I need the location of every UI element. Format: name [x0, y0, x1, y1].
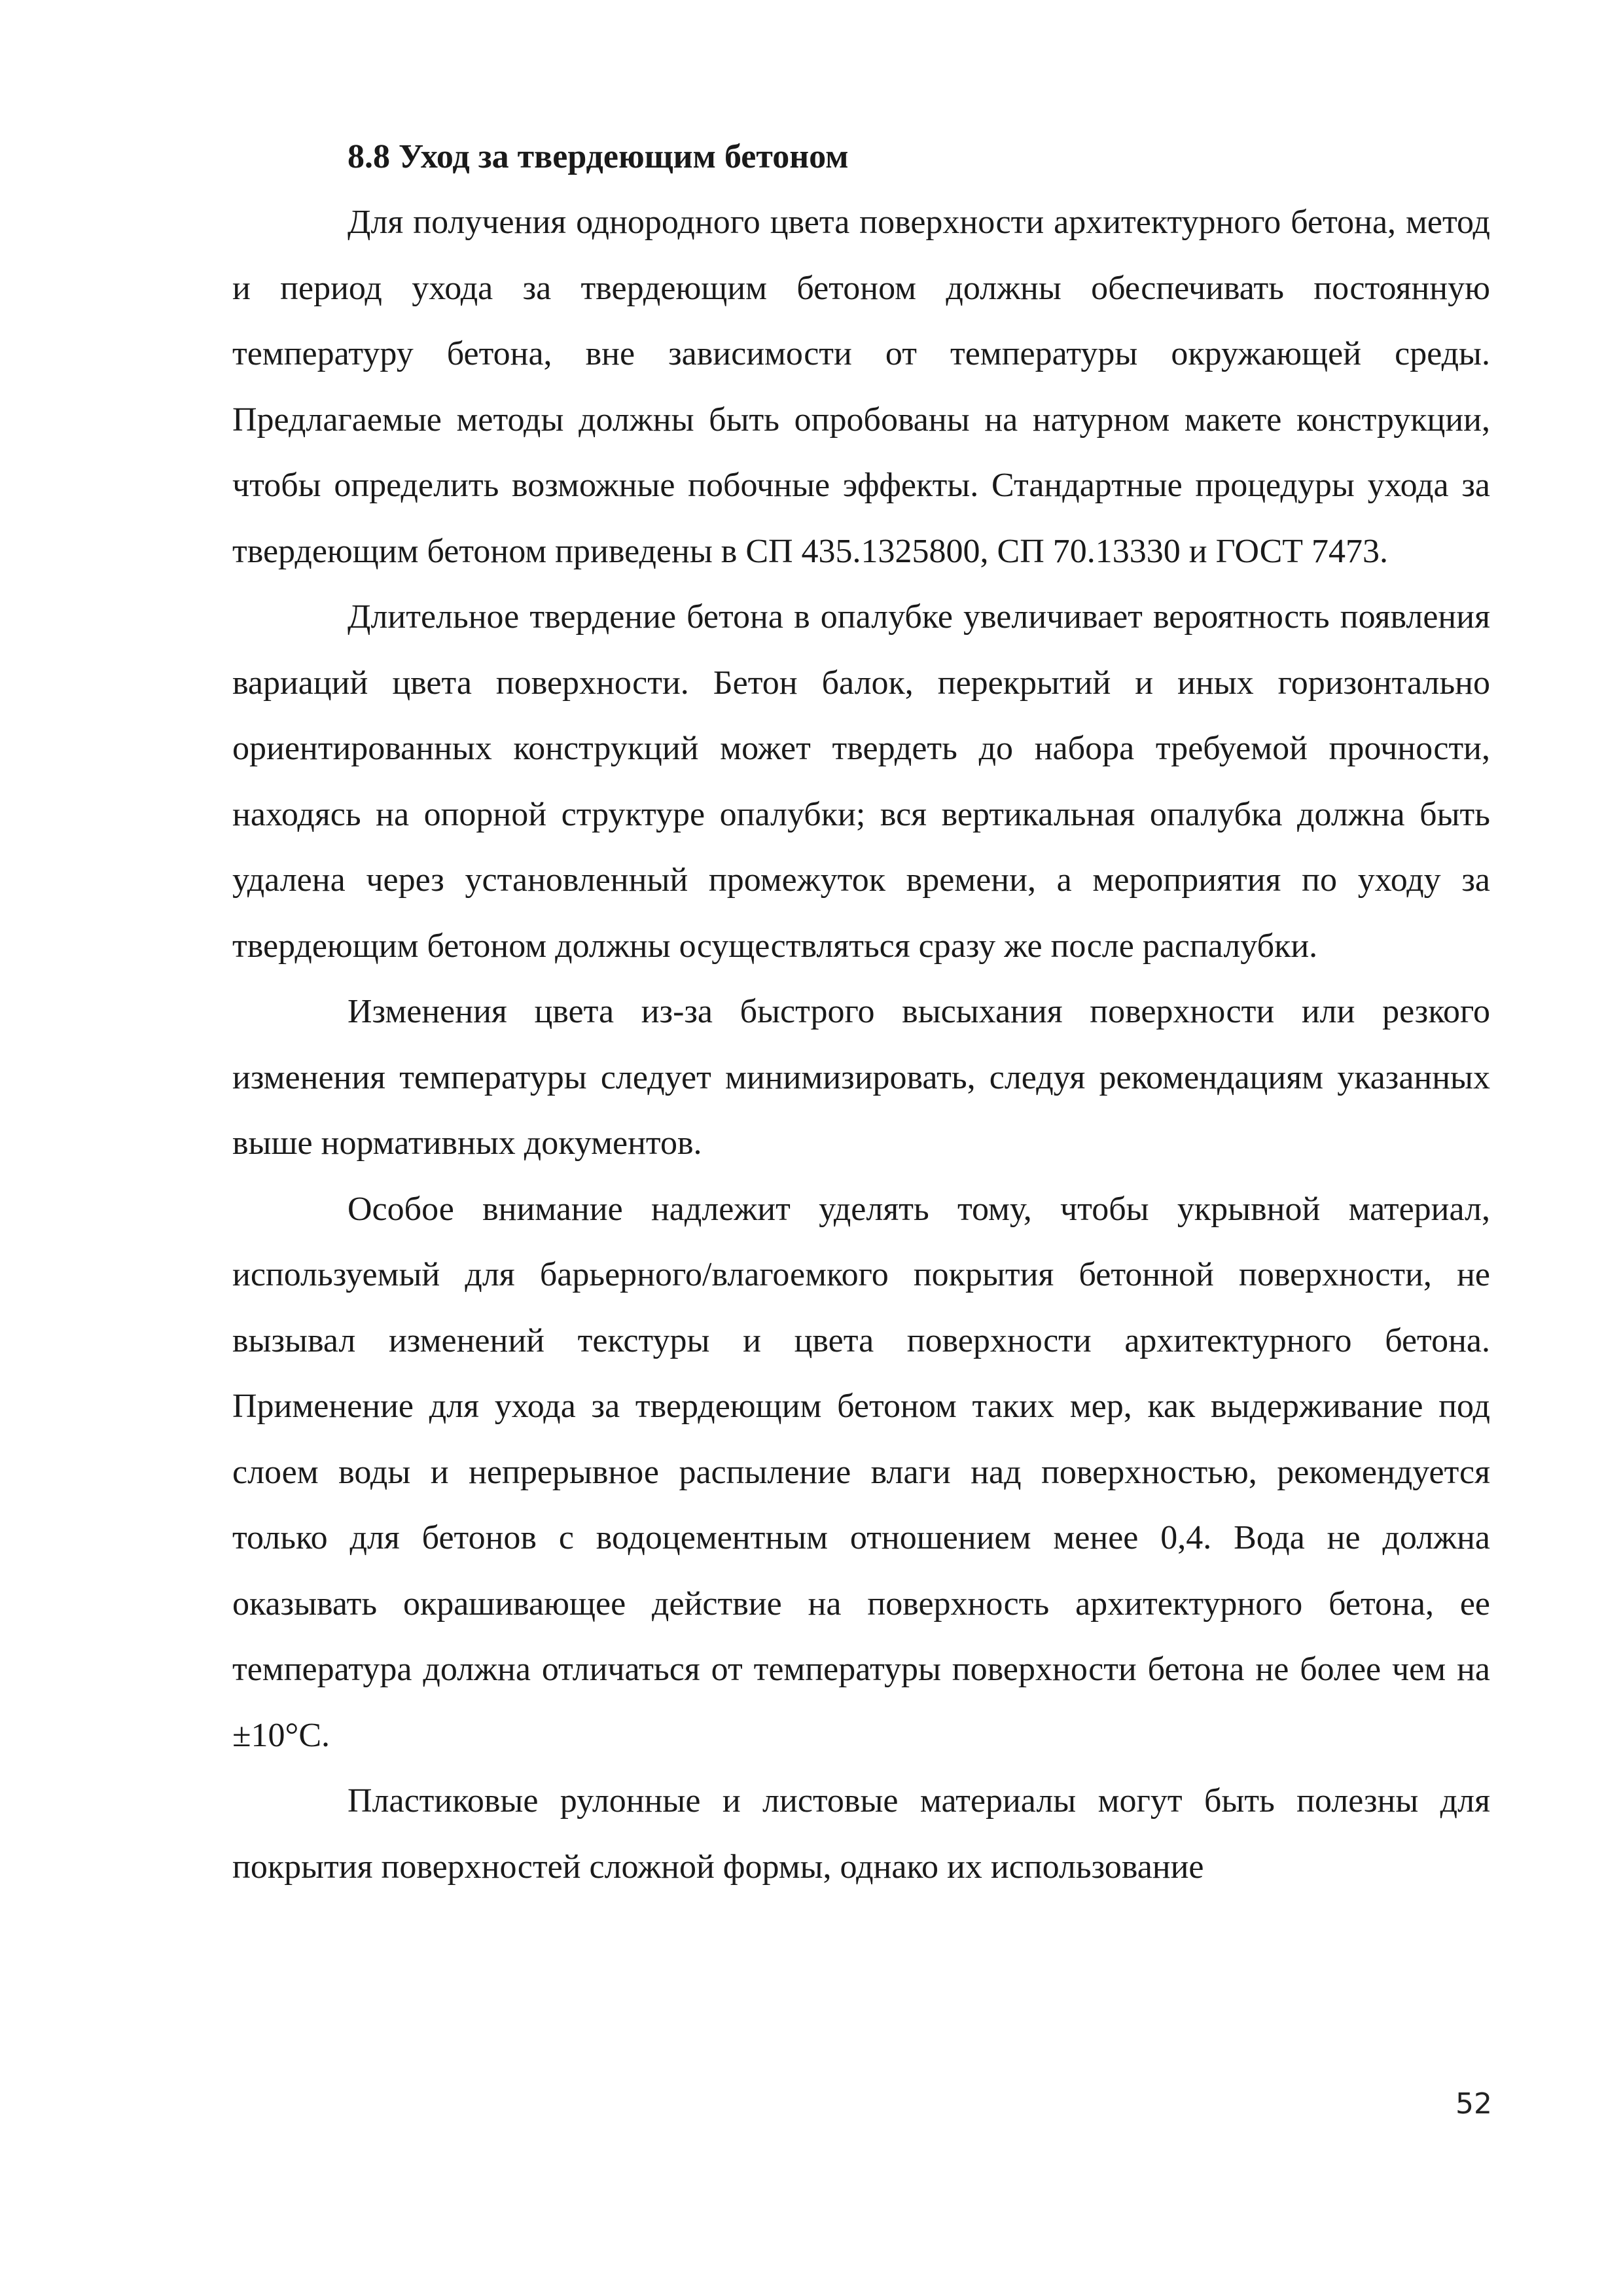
paragraph-color-changes: Изменения цвета из-за быстрого высыхания поверхности или резкого изменения температуры следует минимизировать, следуя рекомендациям указанных выше нормативных документов. — [232, 993, 1490, 1162]
paragraph-plastic-materials: Пластиковые рулонные и листовые материалы могут быть полезны для покрытия поверхностей сложной формы, однако их использование — [232, 1782, 1490, 1886]
text-block — [232, 124, 1490, 1900]
paragraph-covering-material: Особое внимание надлежит уделять тому, чтобы укрывной материал, используемый для барьерного/влагоемкого покрытия бетонной поверхности, не вызывал изменений текстуры и цвета поверхности архитектурного бетона. Применение для ухода за твердеющим бетоном таких мер, как выдерживание под слоем воды и непрерывное распыление влаги над поверхностью, рекомендуется только для бетонов с водоцементным отношением менее 0,4. Вода не должна оказывать окрашивающее действие на поверхность архитектурного бетона, ее температура должна отличаться от температуры поверхности бетона не более чем на ±10°С. — [232, 1190, 1490, 1754]
page-number: 52 — [1455, 2087, 1492, 2121]
paragraph-formwork-curing: Длительное твердение бетона в опалубке увеличивает вероятность появления вариаций цвета поверхности. Бетон балок, перекрытий и иных горизонтально ориентированных конструкций может твердеть до набора требуемой прочности, находясь на опорной структуре опалубки; вся вертикальная опалубка должна быть удалена через установленный промежуток времени, а мероприятия по уходу за твердеющим бетоном должны осуществляться сразу же после распалубки. — [232, 598, 1490, 965]
paragraph-uniform-color: Для получения однородного цвета поверхности архитектурного бетона, метод и период ухода за твердеющим бетоном должны обеспечивать постоянную температуру бетона, вне зависимости от температуры окружающей среды. Предлагаемые методы должны быть опробованы на натурном макете конструкции, чтобы определить возможные побочные эффекты. Стандартные процедуры ухода за твердеющим бетоном приведены в СП 435.1325800, СП 70.13330 и ГОСТ 7473. — [232, 204, 1490, 570]
section-heading: 8.8 Уход за твердеющим бетоном — [348, 138, 849, 175]
